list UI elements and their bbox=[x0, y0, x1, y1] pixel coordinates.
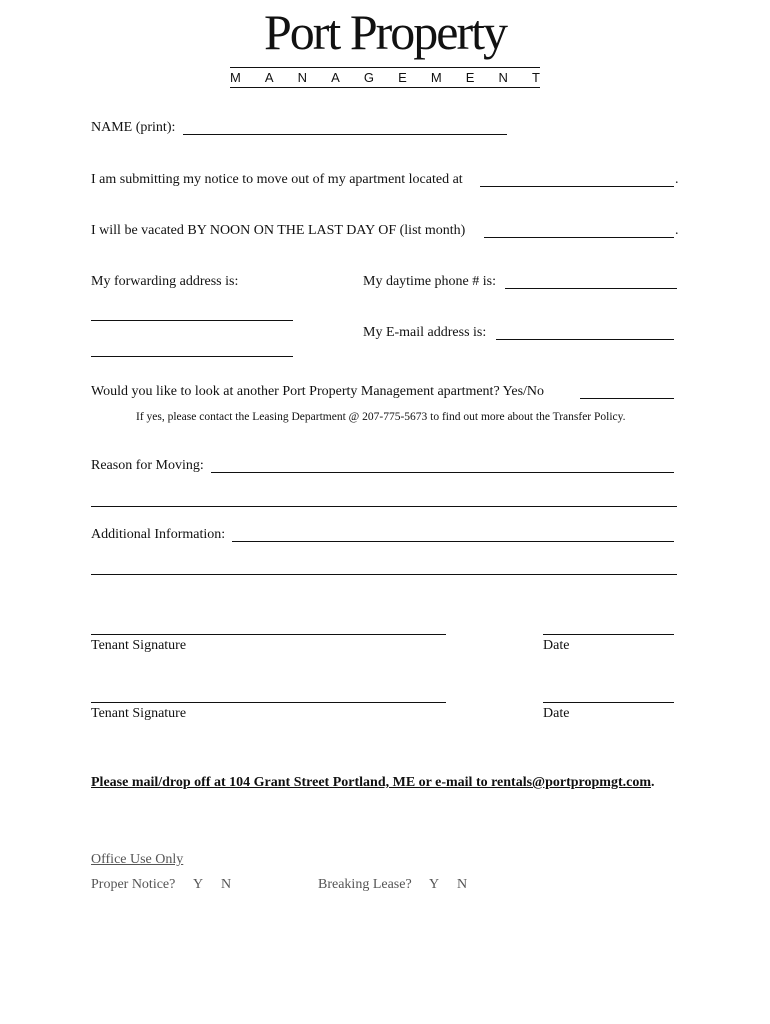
breaking-lease-label: Breaking Lease? bbox=[318, 877, 412, 892]
forwarding-address-line-1[interactable] bbox=[91, 320, 293, 321]
logo-letter: M bbox=[430, 70, 442, 85]
vacate-text: I will be vacated BY NOON ON THE LAST DAY OF (list month) bbox=[91, 223, 466, 238]
leasing-note: If yes, please contact the Leasing Department @ 207-775-5673 to find out more about the Transfer Policy. bbox=[136, 411, 626, 423]
date-label: Date bbox=[543, 706, 570, 721]
another-apartment-question: Would you like to look at another Port Property Management apartment? Yes/No bbox=[91, 384, 545, 399]
logo-subtitle bbox=[230, 68, 540, 88]
logo-letter: E bbox=[398, 70, 407, 85]
breaking-lease-no[interactable]: N bbox=[457, 877, 468, 892]
proper-notice-label: Proper Notice? bbox=[91, 877, 176, 892]
vacate-period: . bbox=[675, 223, 679, 238]
notice-period: . bbox=[675, 172, 679, 187]
additional-info-label: Additional Information: bbox=[91, 527, 226, 542]
additional-info-field-2[interactable] bbox=[91, 574, 677, 575]
logo-title: Port Property bbox=[263, 4, 507, 60]
mail-instructions-text: Please mail/drop off at 104 Grant Street Portland, ME or e-mail to rentals@portpropmgt.com bbox=[91, 775, 651, 790]
date-label: Date bbox=[543, 638, 570, 653]
notice-text: I am submitting my notice to move out of my apartment located at bbox=[91, 172, 463, 187]
additional-info-field-1[interactable] bbox=[232, 541, 674, 542]
tenant-signature-label: Tenant Signature bbox=[91, 706, 187, 721]
mail-instructions-period: . bbox=[650, 775, 655, 790]
logo-bottom-rule bbox=[230, 87, 540, 88]
logo-letter: M bbox=[230, 70, 241, 85]
tenant-signature-field-2[interactable] bbox=[91, 702, 446, 703]
forwarding-address-label: My forwarding address is: bbox=[91, 274, 239, 289]
daytime-phone-label: My daytime phone # is: bbox=[363, 274, 496, 289]
logo-letter: E bbox=[465, 70, 475, 85]
forwarding-address-line-2[interactable] bbox=[91, 356, 293, 357]
mail-instructions bbox=[91, 775, 654, 791]
logo-letter: T bbox=[531, 70, 540, 85]
proper-notice-no[interactable]: N bbox=[221, 877, 232, 892]
logo-letter: N bbox=[297, 70, 308, 85]
daytime-phone-field[interactable] bbox=[505, 288, 677, 289]
date-field-1[interactable] bbox=[543, 634, 674, 635]
reason-field-2[interactable] bbox=[91, 506, 677, 507]
logo-letter: A bbox=[331, 70, 340, 85]
date-field-2[interactable] bbox=[543, 702, 674, 703]
proper-notice-yes[interactable]: Y bbox=[193, 877, 204, 892]
logo-letter: N bbox=[498, 70, 508, 85]
logo-letter: G bbox=[363, 70, 375, 85]
tenant-signature-field-1[interactable] bbox=[91, 634, 446, 635]
name-label: NAME (print): bbox=[91, 120, 176, 135]
office-use-heading: Office Use Only bbox=[91, 852, 184, 867]
breaking-lease-yes[interactable]: Y bbox=[429, 877, 440, 892]
yes-no-field[interactable] bbox=[580, 398, 674, 399]
logo-letter: A bbox=[264, 70, 274, 85]
email-label: My E-mail address is: bbox=[363, 325, 487, 340]
apartment-address-field[interactable] bbox=[480, 186, 674, 187]
name-field[interactable] bbox=[183, 134, 507, 135]
tenant-signature-label: Tenant Signature bbox=[91, 638, 187, 653]
reason-label: Reason for Moving: bbox=[91, 458, 204, 473]
vacate-month-field[interactable] bbox=[484, 237, 674, 238]
email-field[interactable] bbox=[496, 339, 674, 340]
reason-field-1[interactable] bbox=[211, 472, 674, 473]
